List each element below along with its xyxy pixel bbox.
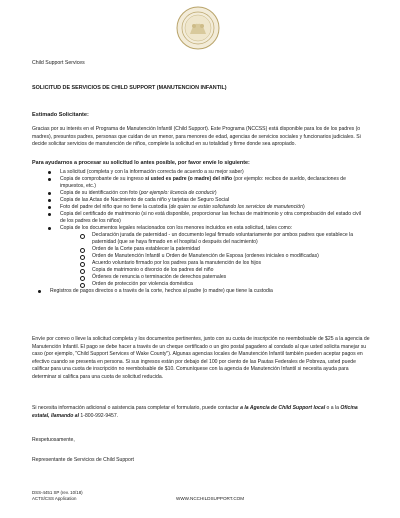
fee-paragraph: Envíe por correo o lleve la solicitud completa y los documentos pertinentes, junto con su cuota de inscripción no reembolsable de $25 a la agencia de Manutención Infantil. El pago se debe hacer a través de un cheque certificado o un giro postal pagadero al condado al que usted solicita manejar su caso (por ejemplo, "Child Support Services of Wake County"). Algunas agencias locales de Manutención Infantil también pueden aceptar pagos en efectivo cuando se presenta en persona. Si sus ingresos están por debajo del 100 por ciento de las Pautas Federales de Pobreza, usted puede calificar para una cuota de inscripción no reembolsable de $10. Comuníquese con la agencia de Manutención Infantil si necesita ayuda para determinar si califica para una cuota de solicitud reducida. xyxy=(32,336,370,380)
instructions-heading: Para ayudarnos a procesar su solicitud lo antes posible, por favor envíe lo siguiente: xyxy=(32,160,250,166)
phone-number: 1-800-992-9457. xyxy=(79,412,119,419)
sublist-item: Acuerdo voluntario firmado por los padres para la manutención de los hijos xyxy=(80,260,368,267)
agency-name: Child Support Services xyxy=(32,60,85,66)
contact-paragraph: Si necesita información adicional o asistencia para completar el formulario, puede contactar a la Agencia de Child Support local o a la Oficina estatal, llamando al 1-800-992-9457. xyxy=(32,405,358,419)
sublist-item: Orden de Manutención Infantil u Orden de Manutención de Esposa (ordenes iniciales o modificadas) xyxy=(80,253,368,260)
local-agency-text: a la Agencia de Child Support local xyxy=(240,405,326,411)
list-item: Registros de pagos directos o a través de la corte, hechos al padre (o madre) que tiene la custodia xyxy=(38,288,368,295)
intro-paragraph: Gracias por su interés en el Programa de Manutención Infantil (Child Support). Este Programa (NCCSS) está disponible para los de los padres (o madres), presuntos padres, personas que cuidan de un menor, para menores de edad, agencias de servicios sociales y funcionarios judiciales. Si decide solicitar servicios de manutención de niños, complete la solicitud en su totalidad y firme donde sea apropiado. xyxy=(32,126,361,148)
bullet-icon xyxy=(48,171,51,174)
sublist-item: Copia de matrimonio o divorcio de los padres del niño xyxy=(80,267,368,274)
bullet-icon xyxy=(48,227,51,230)
bullet-icon xyxy=(48,192,51,195)
state-office-text: Oficina estatal, llamando al xyxy=(32,405,358,419)
list-item: Foto del padre del niño que no tiene la custodia (de quien se están solicitando los servicios de manutención) xyxy=(48,204,368,211)
list-item: Copia de los documentos legales relacionados con los menores incluidos en esta solicitud, tales como: Declaración jurada de paternidad - un documento legal firmado voluntariamente por ambos padres que establece la paternidad (que se haya firmado en el hospital o después del nacimiento) Orden de la Corte para establecer la paternidad Orden de Manutención Infantil u Orden de Manutención de Esposa (ordenes iniciales o modificadas) Acuerdo voluntario firmado por los padres para la manutención de los hijos Copia de matrimonio o divorcio de los padres del niño Órdenes de renuncia o terminación de derechos paternales Orden de protección por violencia doméstica xyxy=(48,225,368,288)
bullet-icon xyxy=(48,213,51,216)
legal-documents-sublist xyxy=(80,232,368,288)
bullet-icon xyxy=(48,206,51,209)
website-link[interactable]: WWW.NCCHILDSUPPORT.COM xyxy=(176,496,245,501)
sublist-item: Órdenes de renuncia o terminación de derechos paternales xyxy=(80,274,368,281)
list-item: Copia del certificado de matrimonio (si no está disponible, proporcionar las fechas de matrimonio y otra comprobación del estado civil de los padres de los niños) xyxy=(48,211,368,225)
bullet-icon xyxy=(48,178,51,181)
sublist-item: Orden de la Corte para establecer la paternidad xyxy=(80,246,368,253)
list-item: Copia de su identificación con foto (por ejemplo: licencia de conducir) xyxy=(48,190,368,197)
nc-state-seal-icon xyxy=(176,6,220,50)
bullet-icon xyxy=(48,199,51,202)
form-number: DSS-4451 SP (rev. 10/18) ACTS/CSS Application xyxy=(32,490,83,501)
bullet-icon xyxy=(38,290,41,293)
document-title: SOLICITUD DE SERVICIOS DE CHILD SUPPORT (MANUTENCION INFANTIL) xyxy=(32,85,227,91)
circle-bullet-icon xyxy=(80,234,85,239)
list-item: La solicitud (completa y con la información correcta de acuerdo a su mejor saber) xyxy=(48,169,368,176)
closing: Respetuosamente, xyxy=(32,437,75,443)
signature-line: Representante de Servicios de Child Support xyxy=(32,457,134,463)
sublist-item: Declaración jurada de paternidad - un documento legal firmado voluntariamente por ambos padres que establece la paternidad (que se haya firmado en el hospital o después del nacimiento) xyxy=(80,232,368,246)
greeting: Estimado Solicitante: xyxy=(32,112,89,118)
list-item: Copia de comprobante de su ingreso si usted es padre (o madre) del niño (por ejemplo: recibos de sueldo, declaraciones de impuestos, etc.) xyxy=(48,176,368,190)
required-documents-list xyxy=(48,169,368,295)
sublist-item: Orden de protección por violencia doméstica xyxy=(80,281,368,288)
list-item: Copia de las Actas de Nacimiento de cada niño y tarjetas de Seguro Social xyxy=(48,197,368,204)
